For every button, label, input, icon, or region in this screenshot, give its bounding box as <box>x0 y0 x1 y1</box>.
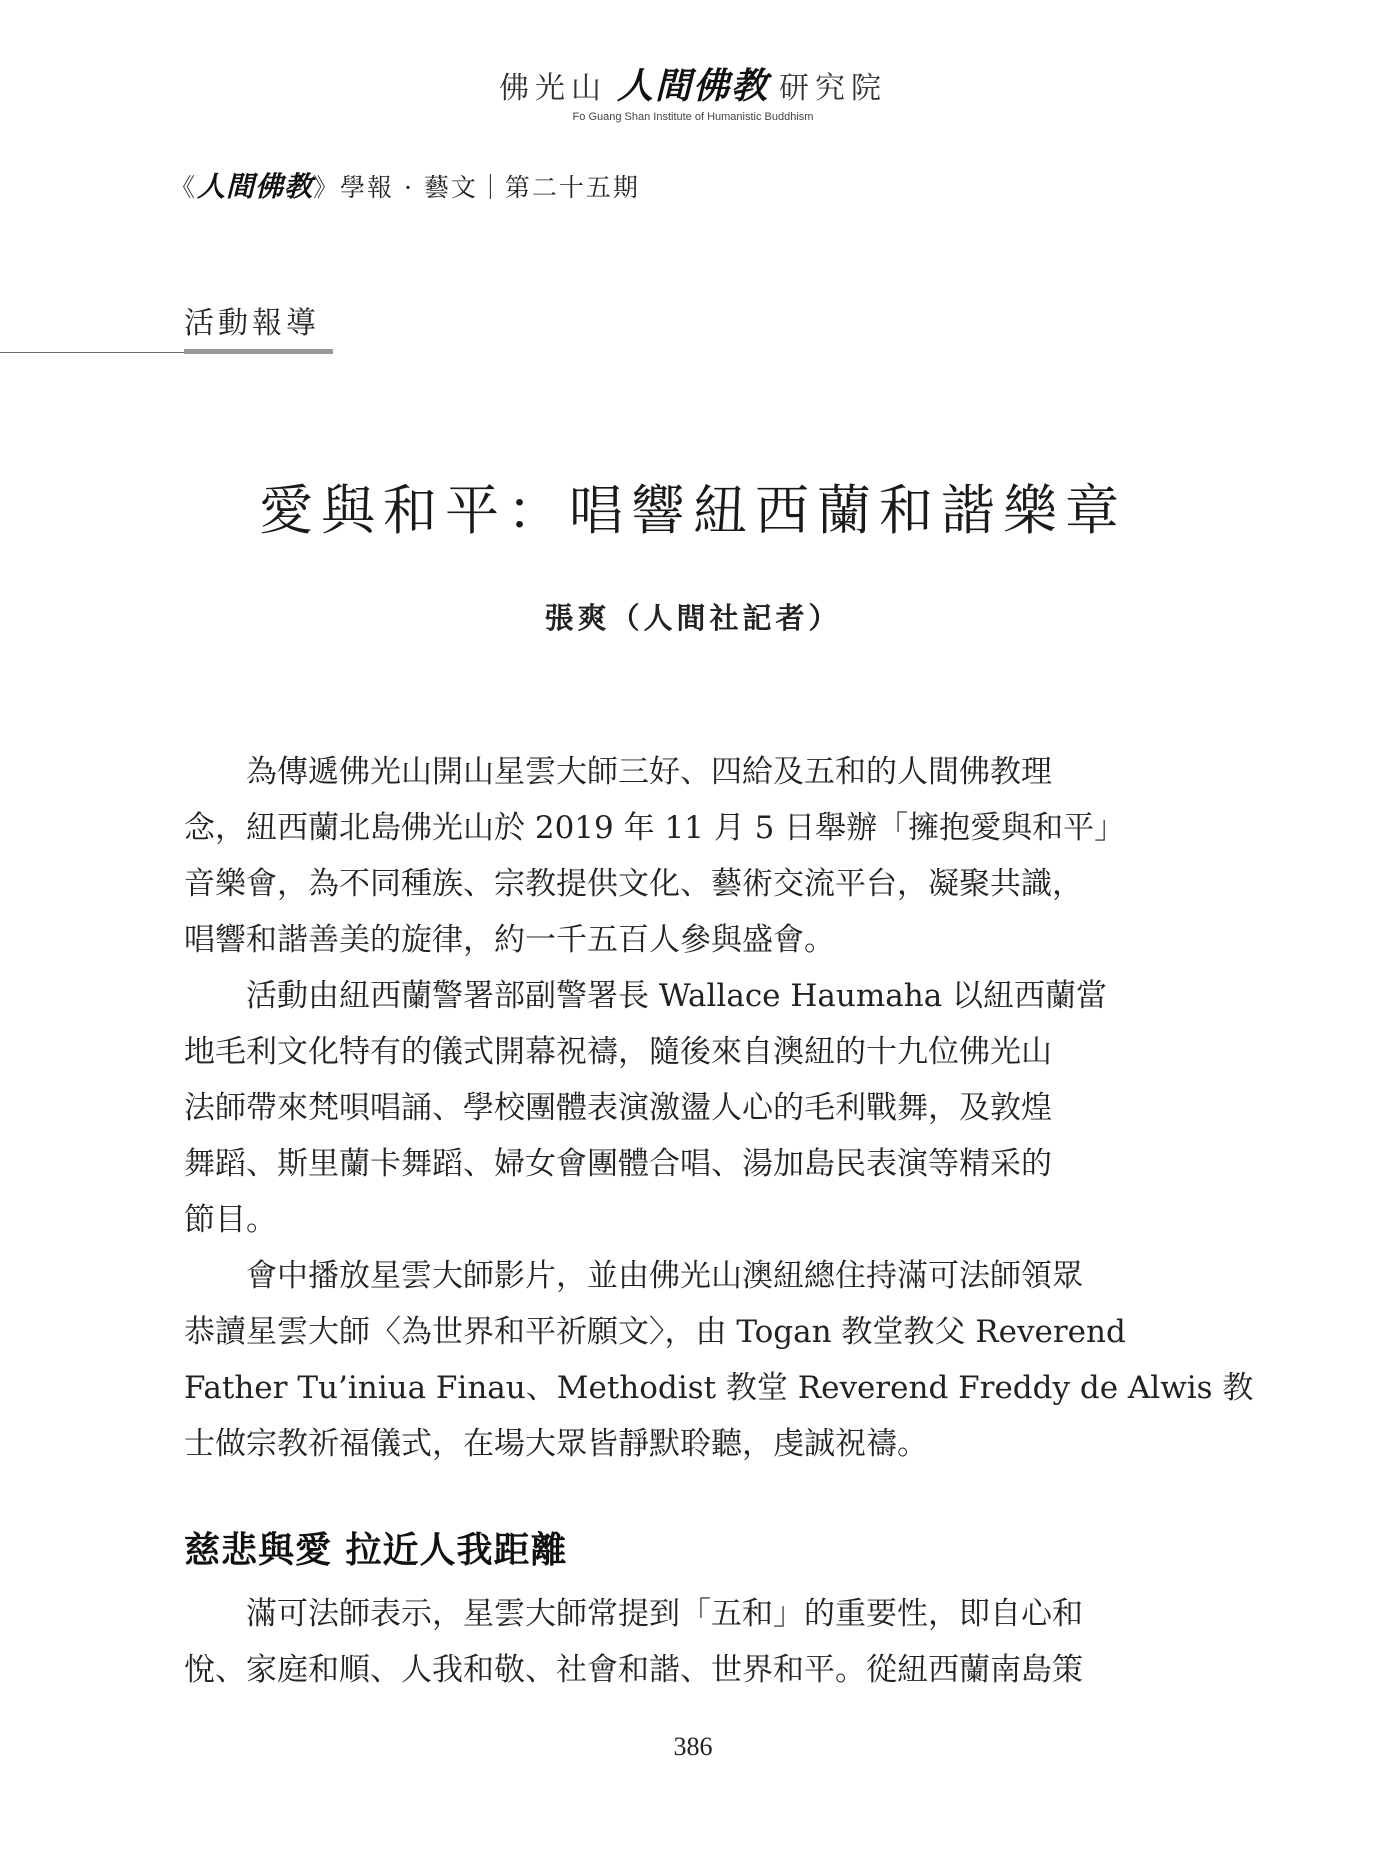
text-line: 恭讀星雲大師〈為世界和平祈願文〉，由 Togan 教堂教父 Reverend <box>184 1314 1126 1350</box>
institute-english-name: Fo Guang Shan Institute of Humanistic Buddhism <box>572 111 814 123</box>
institute-suffix: 研究院 <box>779 71 887 106</box>
text-line: 法師帶來梵唄唱誦、學校團體表演激盪人心的毛利戰舞，及敦煌 <box>184 1090 1052 1126</box>
page-number: 386 <box>673 1732 713 1761</box>
journal-brand-logo: 人間佛教 <box>197 170 314 203</box>
text-line: 士做宗教祈福儀式，在場大眾皆靜默聆聽，虔誠祝禱。 <box>184 1426 928 1462</box>
text-line: 節目。 <box>184 1202 277 1238</box>
text-line: 活動由紐西蘭警署部副警署長 Wallace Haumaha 以紐西蘭當 <box>246 978 1108 1014</box>
body-paragraph-2 <box>184 968 1184 1248</box>
text-line: 音樂會，為不同種族、宗教提供文化、藝術交流平台，凝聚共識， <box>184 866 1083 902</box>
text-line: 舞蹈、斯里蘭卡舞蹈、婦女會團體合唱、湯加島民表演等精采的 <box>184 1146 1052 1182</box>
body-paragraph-1 <box>184 744 1184 968</box>
article-author: 張爽（人間社記者） <box>544 601 842 635</box>
text-line: 會中播放星雲大師影片，並由佛光山澳紐總住持滿可法師領眾 <box>246 1258 1083 1294</box>
institute-name <box>0 58 1386 109</box>
institute-prefix: 佛光山 <box>498 71 607 106</box>
journal-open-bracket: 《 <box>170 173 198 202</box>
journal-issue-text: 》學報 · 藝文｜第二十五期 <box>313 173 640 202</box>
body-paragraph-4 <box>184 1586 1184 1698</box>
section-heading: 慈悲與愛 拉近人我距離 <box>184 1529 568 1571</box>
text-line: 為傳遞佛光山開山星雲大師三好、四給及五和的人間佛教理 <box>246 754 1052 790</box>
institute-header <box>0 58 1386 123</box>
text-line: 念，紐西蘭北島佛光山於 2019 年 11 月 5 日舉辦「擁抱愛與和平」 <box>184 810 1126 846</box>
journal-running-header <box>170 165 640 205</box>
institute-brand-logo: 人間佛教 <box>616 66 769 107</box>
section-rule-thick <box>184 349 333 354</box>
text-line: 悅、家庭和順、人我和敬、社會和諧、世界和平。從紐西蘭南島策 <box>184 1652 1083 1688</box>
section-label: 活動報導 <box>184 306 320 341</box>
text-line: 地毛利文化特有的儀式開幕祝禱，隨後來自澳紐的十九位佛光山 <box>184 1034 1052 1070</box>
article-title: 愛與和平：唱響紐西蘭和諧樂章 <box>259 479 1127 542</box>
text-line: 唱響和諧善美的旋律，約一千五百人參與盛會。 <box>184 922 835 958</box>
section-rule-thin <box>0 352 184 353</box>
body-paragraph-3 <box>184 1248 1254 1472</box>
text-line: 滿可法師表示，星雲大師常提到「五和」的重要性，即自心和 <box>246 1596 1083 1632</box>
text-line: Father Tu’iniua Finau、Methodist 教堂 Reverend Freddy de Alwis 教 <box>184 1370 1254 1406</box>
